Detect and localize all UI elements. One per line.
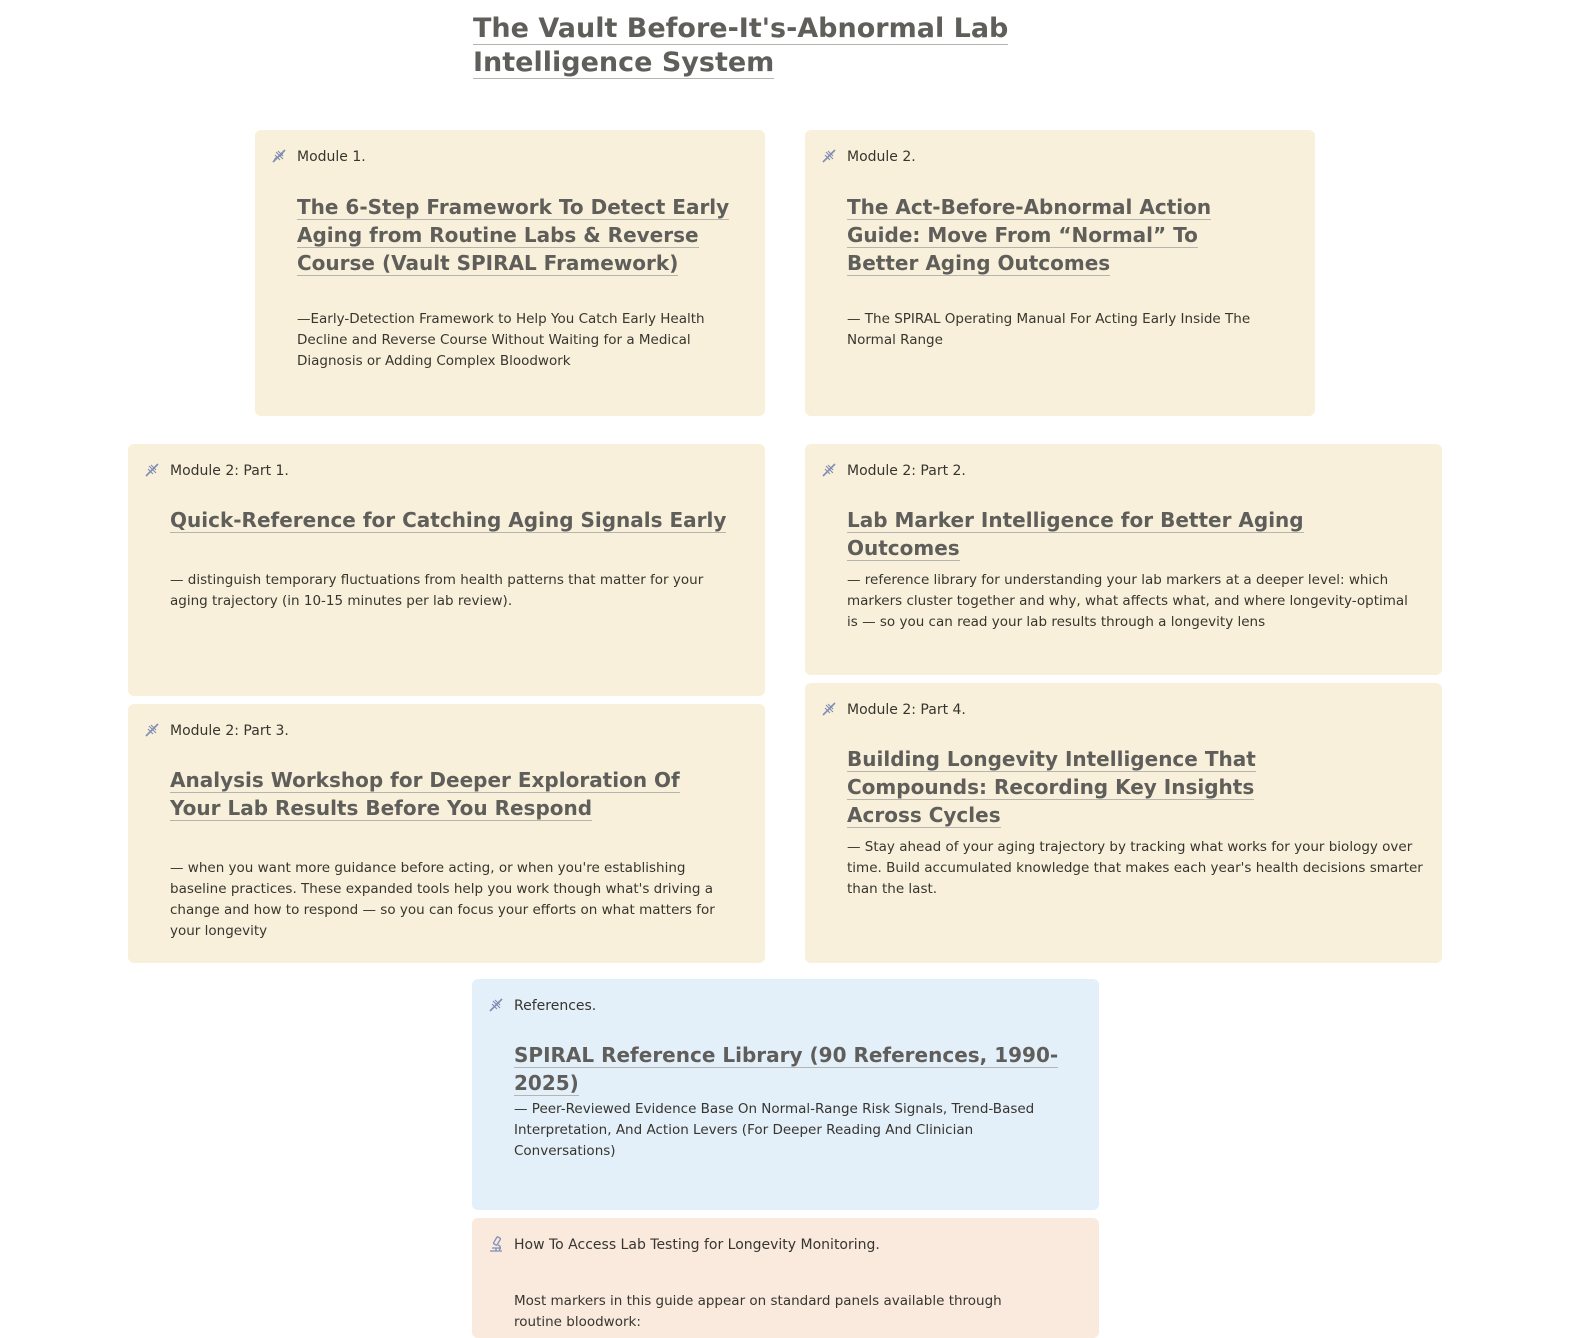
card-title-link[interactable] (847, 745, 1332, 829)
module-2-part-2-card[interactable] (805, 444, 1442, 675)
page-title-text: The Vault Before-It's-Abnormal Lab Intelligence System (473, 13, 1009, 78)
dna-icon (143, 461, 161, 479)
module-2-part-3-card[interactable] (128, 704, 765, 963)
page-title (473, 12, 1073, 80)
card-title-link[interactable] (297, 193, 735, 277)
card-description: —Early-Detection Framework to Help You Catch Early Health Decline and Reverse Course Without Waiting for a Medical Diagnosis or Adding Complex Bloodwork (297, 311, 705, 369)
card-label: Module 1. (297, 149, 366, 165)
dna-icon (820, 461, 838, 479)
card-label: References. (514, 998, 597, 1014)
card-label: Module 2: Part 2. (847, 463, 966, 479)
card-title-link[interactable] (514, 1041, 1069, 1097)
dna-icon (820, 147, 838, 165)
card-description: — Stay ahead of your aging trajectory by tracking what works for your biology over time. Build accumulated knowledge that makes each year's health decisions smarter than the last. (847, 839, 1423, 897)
card-title-text[interactable]: Analysis Workshop for Deeper Exploration Of Your Lab Results Before You Respond (170, 768, 680, 820)
card-title-link[interactable] (847, 193, 1255, 277)
module-1-card[interactable] (255, 130, 765, 416)
dna-icon (270, 147, 288, 165)
module-2-part-1-card[interactable] (128, 444, 765, 696)
card-description: — when you want more guidance before acting, or when you're establishing baseline practices. These expanded tools help you work though what's driving a change and how to respond — so you can focus your efforts on what matters for your longevity (170, 860, 715, 939)
card-label: Module 2: Part 3. (170, 723, 289, 739)
module-2-card[interactable] (805, 130, 1315, 416)
lab-access-card[interactable] (472, 1218, 1099, 1338)
card-description: Most markers in this guide appear on standard panels available through routine bloodwork: (514, 1293, 1002, 1330)
card-title-link[interactable] (170, 766, 705, 822)
card-description: — Peer-Reviewed Evidence Base On Normal-Range Risk Signals, Trend-Based Interpretation, And Action Levers (For Deeper Reading And Clinician Conversations) (514, 1101, 1035, 1159)
card-title-link[interactable] (170, 506, 735, 534)
card-label: Module 2: Part 1. (170, 463, 289, 479)
card-label: Module 2: Part 4. (847, 702, 966, 718)
card-description: — distinguish temporary fluctuations from health patterns that matter for your aging trajectory (in 10-15 minutes per lab review). (170, 572, 704, 609)
card-title-text[interactable]: Quick-Reference for Catching Aging Signals Early (170, 508, 727, 532)
microscope-icon (487, 1235, 505, 1253)
card-title-text[interactable]: SPIRAL Reference Library (90 References, 1990-2025) (514, 1043, 1059, 1095)
references-card[interactable] (472, 979, 1099, 1210)
dna-icon (487, 996, 505, 1014)
dna-icon (820, 700, 838, 718)
card-description: — reference library for understanding your lab markers at a deeper level: which markers cluster together and why, what affects what, and where longevity-optimal is — so you can read your lab results through a longevity lens (847, 572, 1408, 630)
card-title-text[interactable]: The 6-Step Framework To Detect Early Aging from Routine Labs & Reverse Course (Vault SPIRAL Framework) (297, 195, 730, 275)
card-title-text[interactable]: Building Longevity Intelligence That Compounds: Recording Key Insights Across Cycles (847, 747, 1256, 827)
card-label: Module 2. (847, 149, 916, 165)
card-title-link[interactable] (847, 506, 1412, 562)
card-description: — The SPIRAL Operating Manual For Acting Early Inside The Normal Range (847, 311, 1251, 348)
module-2-part-4-card[interactable] (805, 683, 1442, 963)
card-label: How To Access Lab Testing for Longevity Monitoring. (514, 1237, 880, 1253)
card-title-text[interactable]: The Act-Before-Abnormal Action Guide: Move From “Normal” To Better Aging Outcomes (847, 195, 1212, 275)
card-title-text[interactable]: Lab Marker Intelligence for Better Aging Outcomes (847, 508, 1304, 560)
dna-icon (143, 721, 161, 739)
